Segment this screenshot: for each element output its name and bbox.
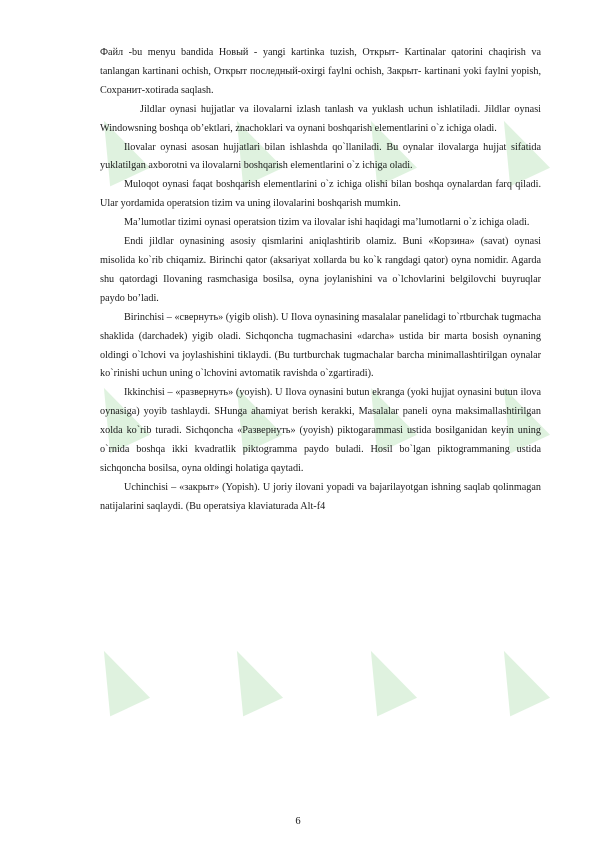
paragraph-close: Uchinchisi – «закрыт» (Yopish). U joriy ilovani yopadi va bajarilayotgan ishning saqlab qolinmagan natijalarini saqlaydi. (Bu operatsiya klaviaturada Alt-f4: [100, 481, 541, 512]
paragraph-minimize: Birinchisi – «свернуть» (yigib olish). U Ilova oynasining masalalar panelidagi to`rtburchak tugmacha shaklida (darchadek) yigib oladi. Sichqoncha tugmachasini «darcha» ustida bir marta bosish oynaning oldingi o`lchovi va joylashishini tiklaydi. (Bu turtburchak tugmachalar barcha minimallashtirilgan oynalar ko`rinishi uchun uning o`lchovini avtomatik ravishda o`zgartiradi).: [100, 311, 541, 380]
paragraph-file-menu: Файл -bu menyu bandida Новый - yangi kartinka tuzish, Открыт- Kartinalar qatorini chaqirish va tanlangan kartinani ochish, Открыт последный-oxirgi faylni ochish, Закрыт- kartinani yoki faylni yopish, Сохранит-xotirada saqlash.: [100, 47, 541, 96]
document-body: [100, 44, 541, 517]
watermark-shape: [484, 642, 550, 717]
page-number: 6: [295, 816, 301, 827]
paragraph-application-window: Ilovalar oynasi asosan hujjatlari bilan ishlashda qo`llaniladi. Bu oynalar ilovalarga hujjat sifatida yuklatilgan axborotni va ilovalarni boshqarish elementlarini o`z ichiga oladi.: [100, 141, 541, 172]
paragraph-info-window: Ma’lumotlar tizimi oynasi operatsion tizim va ilovalar ishi haqidagi ma’lumotlarni o`z ichiga oladi.: [124, 217, 530, 229]
watermark-shape: [351, 642, 417, 717]
watermark-shape: [217, 642, 283, 717]
paragraph-dialog-window: Muloqot oynasi faqat boshqarish elementlarini o`z ichiga olishi bilan boshqa oynalardan farq qiladi. Ular yordamida operatsion tizim va uning ilovalarini boshqarish mumkin.: [100, 179, 541, 210]
paragraph-folders-window: Jildlar oynasi hujjatlar va ilovalarni izlash tanlash va yuklash uchun ishlatiladi. Jildlar oynasi Windowsning boshqa ob’ektlari, znachoklari va oynani boshqarish elementlarini o`z ichiga oladi.: [100, 103, 541, 134]
paragraph-recycle-bin: Endi jildlar oynasining asosiy qismlarini aniqlashtirib olamiz. Buni «Корзина» (savat) oynasi misolida ko`rib chiqamiz. Birinchi qator (aksariyat xollarda bu ko`k rangdagi qator) oyna nomidir. Agarda shu qatordagi Ilovaning rasmchasiga bosilsa, oyna joylanishini va o`lchovlarini belgilovchi buyruqlar paydo bo’ladi.: [100, 236, 541, 304]
watermark-shape: [84, 642, 150, 717]
paragraph-maximize: Ikkinchisi – «развернуть» (yoyish). U Ilova oynasini butun ekranga (yoki hujjat oynasini butun ilova oynasiga) yoyib tashlaydi. SHunga ahamiyat berish kerakki, Masalalar paneli oyna maksimallashtirilgan xolda ko`rib turadi. Sichqoncha «Развернуть» (yoyish) piktogarammasi ustida bosilganidan keyin uning o`rnida boshqa ikki kvadratlik piktogramma paydo buladi. Hosil bo`lgan piktogrammaning ustida sichqoncha bosilsa, oyna oldingi holatiga qaytadi.: [100, 387, 541, 474]
